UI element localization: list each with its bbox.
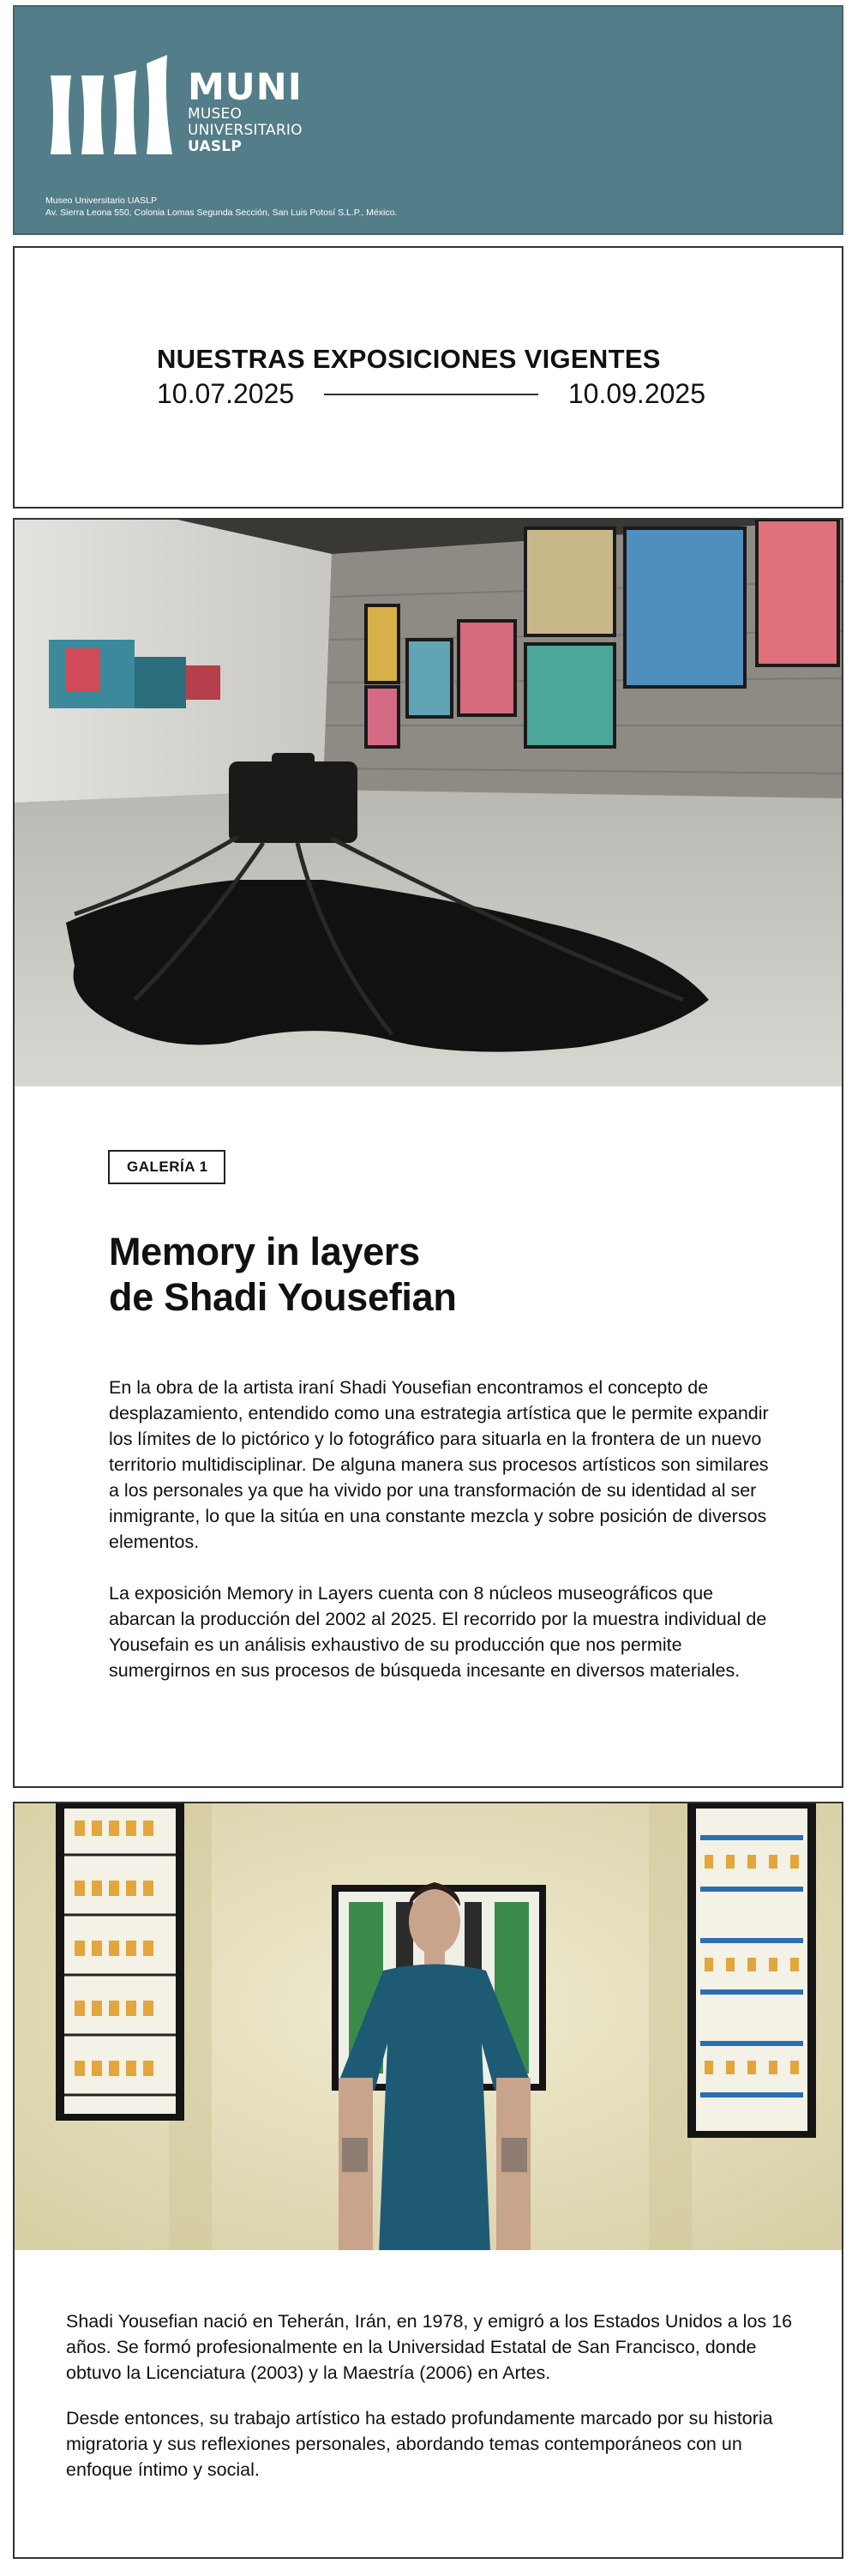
gallery-photo (13, 518, 843, 1087)
museum-header (13, 5, 843, 235)
gallery-badge: GALERÍA 1 (108, 1150, 225, 1184)
address-street: Av. Sierra Leona 550, Colonia Lomas Segunda Sección, San Luis Potosí S.L.P., México. (45, 208, 398, 218)
gallery-installation-icon (15, 520, 842, 1087)
artist-biography-panel (13, 2250, 843, 2559)
museum-address (45, 195, 397, 219)
right-artwork (687, 1803, 816, 2138)
date-range (157, 376, 705, 411)
heading-line1: Memory in layers (109, 1230, 420, 1273)
logo-line-uaslp: UASLP (188, 138, 242, 155)
address-name: Museo Universitario UASLP (45, 196, 158, 206)
exhibit-heading (109, 1229, 457, 1320)
exhibit-description-panel (13, 1086, 843, 1788)
logo-text (188, 66, 303, 155)
exhibit-paragraph-1: En la obra de la artista iraní Shadi Yousefian encontramos el concepto de desplazamiento, entendido como una estrategia artística que le permite expandir los límites de lo pictórico y lo fotográfico para situarla en la frontera de un nuevo territorio multidisciplinar. De alguna manera sus procesos artísticos son similares a los personales ya que ha vivido por una transformación de su identidad al ser inmigrante, lo que la sitúa en una constante mezcla y sobre posición de diversos elementos. (109, 1377, 769, 1552)
exhibitions-title-panel (13, 246, 843, 509)
logo-bars-icon (47, 55, 174, 154)
artist-photo (13, 1802, 843, 2251)
page-title: NUESTRAS EXPOSICIONES VIGENTES (157, 344, 661, 374)
biography-paragraph-2: Desde entonces, su trabajo artístico ha estado profundamente marcado por su historia migratoria y sus reflexiones personales, abordando temas contemporáneos con un enfoque íntimo y social. (66, 2408, 773, 2480)
logo-line-museo: MUSEO (188, 105, 243, 123)
logo-line-universitario: UNIVERSITARIO (188, 122, 303, 139)
exhibit-paragraph-2: La exposición Memory in Layers cuenta con 8 núcleos museográficos que abarcan la producción del 2002 al 2025. El recorrido por la muestra individual de Yousefain es un análisis exhaustivo de su producción que nos permite sumergirnos en sus procesos de búsqueda incesante en diversos materiales. (109, 1583, 767, 1681)
start-date: 10.07.2025 (157, 378, 295, 409)
biography-paragraph-1: Shadi Yousefian nació en Teherán, Irán, en 1978, y emigró a los Estados Unidos a los 16 años. Se formó profesionalmente en la Universidad Estatal de San Francisco, donde obtuvo la Licenciatura (2003) y la Maestría (2006) en Artes. (66, 2311, 793, 2383)
left-artwork (56, 1803, 184, 2121)
end-date: 10.09.2025 (567, 378, 705, 409)
date-divider (324, 394, 538, 395)
heading-line2: de Shadi Yousefian (109, 1275, 457, 1319)
logo-title: MUNI (188, 66, 303, 109)
artist-portrait-icon (15, 1803, 842, 2251)
title-block (157, 344, 705, 411)
